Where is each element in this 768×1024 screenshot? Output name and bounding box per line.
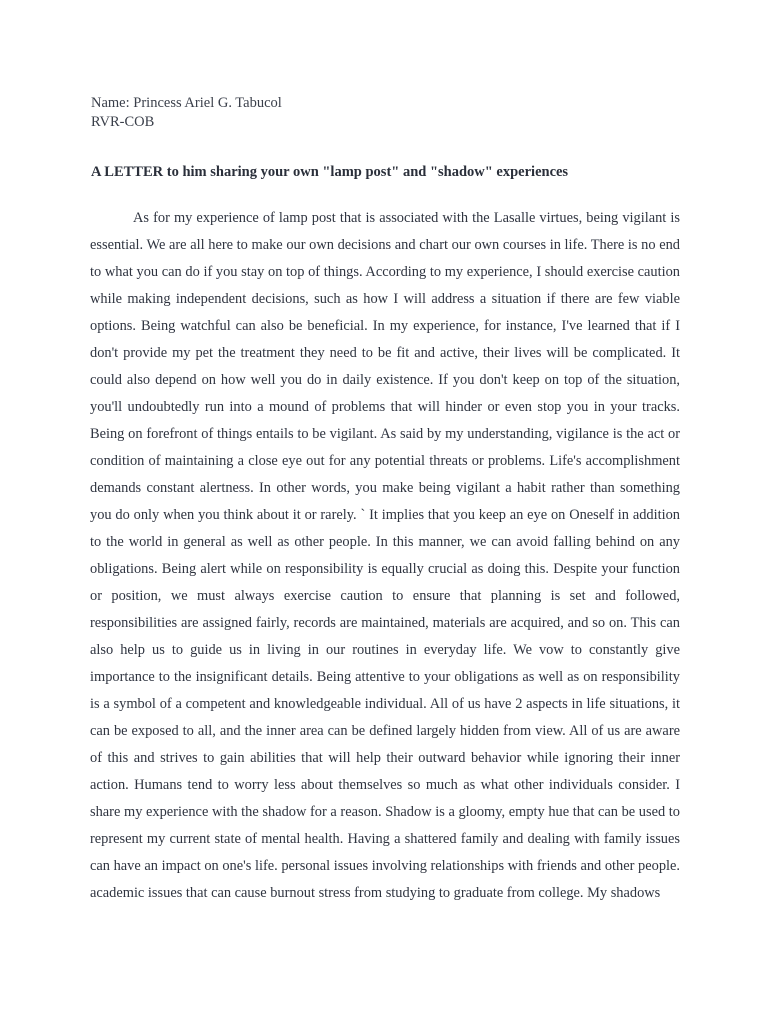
author-name: Name: Princess Ariel G. Tabucol bbox=[91, 95, 282, 111]
document-title: A LETTER to him sharing your own "lamp post" and "shadow" experiences bbox=[91, 164, 569, 180]
body-paragraph: As for my experience of lamp post that is associated with the Lasalle virtues, being vigilant is essential. We are all here to make our own decisions and chart our own courses in life. There is no end to what you can do if you stay on top of things. According to my experience, I should exercise caution while making independent decisions, such as how I will address a situation if there are few viable options. Being watchful can also be beneficial. In my experience, for instance, I've learned that if I don't provide my pet the treatment they need to be fit and active, their lives will be complicated. It could also depend on how well you do in daily existence. If you don't keep on top of the situation, you'll undoubtedly run into a mound of problems that will hinder or even stop you in your tracks. Being on forefront of things entails to be vigilant. As said by my understanding, vigilance is the act or condition of maintaining a close eye out for any potential threats or problems. Life's accomplishment demands constant alertness. In other words, you make being vigilant a habit rather than something you do only when you think about it or rarely. ` It implies that you keep an eye on Oneself in addition to the world in general as well as other people. In this manner, we can avoid falling behind on any obligations. Being alert while on responsibility is equally crucial as doing this. Despite your function or position, we must always exercise caution to ensure that planning is set and followed, responsibilities are assigned fairly, records are maintained, materials are acquired, and so on. This can also help us to guide us in living in our routines in everyday life. We vow to constantly give importance to the insignificant details. Being attentive to your obligations as well as on responsibility is a symbol of a competent and knowledgeable individual. All of us have 2 aspects in life situations, it can be exposed to all, and the inner area can be defined largely hidden from view. All of us are aware of this and strives to gain abilities that will help their outward behavior while ignoring their inner action. Humans tend to worry less about themselves so much as what other individuals consider. I share my experience with the shadow for a reason. Shadow is a gloomy, empty hue that can be used to represent my current state of mental health. Having a shattered family and dealing with family issues can have an impact on one's life. personal issues involving relationships with friends and other people. academic issues that can cause burnout stress from studying to graduate from college. My shadows bbox=[90, 210, 680, 901]
header-block bbox=[91, 94, 282, 132]
section-code: RVR-COB bbox=[91, 114, 155, 130]
